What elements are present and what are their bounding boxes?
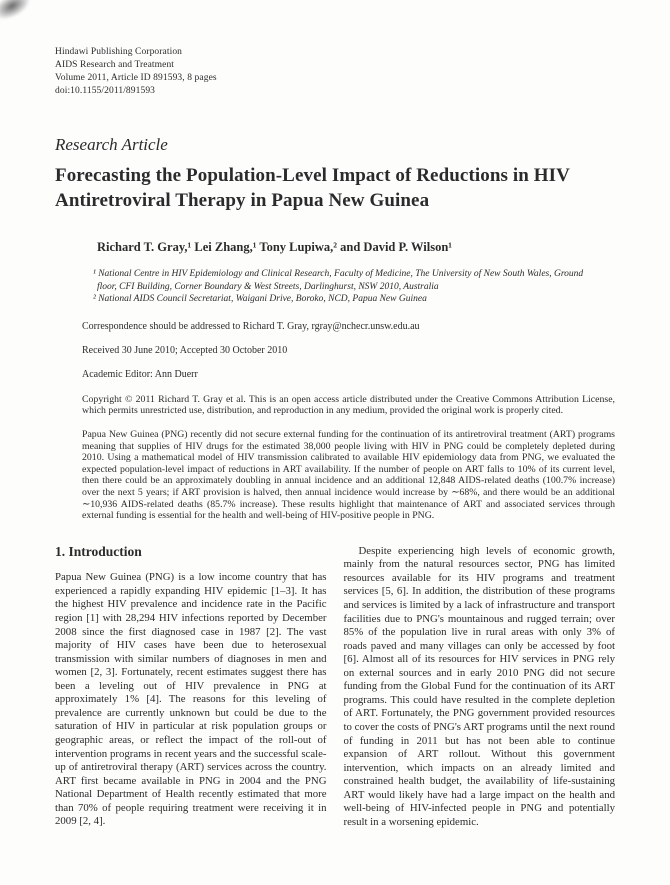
left-column — [55, 545, 327, 829]
correspondence-line: Correspondence should be addressed to Richard T. Gray, rgray@nchecr.unsw.edu.au — [82, 320, 420, 332]
academic-editor-line: Academic Editor: Ann Duerr — [82, 368, 198, 380]
introduction-paragraph-right: Despite experiencing high levels of economic growth, mainly from the natural resources sector, PNG has limited resources available for its HIV programs and treatment services [5, 6]. In addition, the distribution of these programs and services is limited by a lack of infrastructure and transport facilities due to PNG's mountainous and rugged terrain; over 85% of the population live in rural areas with only 3% of roads paved and many villages can only be accessed by foot [6]. Almost all of its resources for HIV services in PNG rely on external sources and in early 2010 PNG did not secure funding from the Global Fund for the continuation of its ART programs. This could have resulted in the complete depletion of ART. Fortunately, the PNG government provided resources to cover the costs of PNG's ART programs until the next round of funding in 2011 but has not been able to continue expansion of ART rollout. Without this government intervention, which impacts on an already limited and constrained health budget, the availability of life-sustaining ART would likely have had a large impact on the health and well-being of HIV-infected people in PNG and potentially result in a worsening epidemic. — [343, 544, 615, 828]
introduction-paragraph-left: Papua New Guinea (PNG) is a low income country that has experienced a rapidly expanding HIV epidemic [1–3]. It has the highest HIV prevalence and incidence rate in the Pacific region [1] with 28,294 HIV infections reported by December 2008 since the first diagnosed case in 1987 [2]. The vast majority of HIV cases have been due to heterosexual transmission with similar numbers of diagnoses in men and women [2, 3]. Fortunately, recent estimates suggest there has been a leveling out of HIV prevalence in PNG at approximately 1% [4]. The reasons for this leveling of prevalence are currently unknown but could be due to the saturation of HIV in particular at risk population groups or geographic areas, or reflect the impact of the roll-out of intervention programs in recent years and the successful scale-up of antiretroviral therapy (ART) services across the country. ART first became available in PNG in 2004 and the PNG National Department of Health recently estimated that more than 70% of people requiring treatment were receiving it in 2009 [2, 4]. — [55, 571, 327, 828]
copyright-notice: Copyright © 2011 Richard T. Gray et al. This is an open access article distributed under the Creative Commons Attribution License, which permits unrestricted use, distribution, and reproduction in any medium, provided the original work is properly cited. — [82, 393, 615, 417]
received-accepted-dates: Received 30 June 2010; Accepted 30 October 2010 — [82, 344, 288, 356]
page-content — [55, 46, 615, 829]
right-column — [344, 545, 616, 829]
publisher-block — [55, 46, 615, 98]
introduction-heading: 1. Introduction — [55, 543, 142, 559]
journal-name: AIDS Research and Treatment — [55, 60, 175, 70]
affiliations-block — [93, 268, 598, 306]
abstract-paragraph: Papua New Guinea (PNG) recently did not secure external funding for the continuation of its antiretroviral treatment (ART) programs meaning that supplies of HIV drugs for the estimated 38,000 people living with HIV in PNG could be completely depleted during 2010. Using a mathematical model of HIV transmission calibrated to available HIV epidemiology data from PNG, we evaluated the expected population-level impact of reductions in ART availability. If the number of people on ART falls to 10% of its current level, then there could be an approximately doubling in annual incidence and an additional 12,848 AIDS-related deaths (100.7% increase) over the next 5 years; if ART provision is halved, then annual incidence would increase by ∼68%, and there would be an additional ∼10,936 AIDS-related deaths (85.7% increase). These results highlight that maintenance of ART and associated services through external funding is essential for the health and well-being of HIV-positive people in PNG. — [82, 429, 615, 522]
two-column-body — [55, 545, 615, 829]
paper-title: Forecasting the Population-Level Impact of Reductions in HIV Antiretroviral Therapy in Papua New Guinea — [55, 165, 570, 211]
affiliation-2: ² National AIDS Council Secretariat, Waigani Drive, Boroko, NCD, Papua New Guinea — [93, 294, 427, 304]
doi: doi:10.1155/2011/891593 — [55, 86, 156, 96]
affiliation-1: ¹ National Centre in HIV Epidemiology and Clinical Research, Faculty of Medicine, The University of New South Wales, Ground floor, CFI Building, Corner Boundary & West Streets, Darlinghurst, NSW 2010, Australia — [93, 269, 584, 292]
author-line: Richard T. Gray,¹ Lei Zhang,¹ Tony Lupiwa,² and David P. Wilson¹ — [97, 240, 453, 254]
publisher-name: Hindawi Publishing Corporation — [55, 47, 183, 57]
volume-info: Volume 2011, Article ID 891593, 8 pages — [55, 73, 217, 83]
scan-smudge-artifact — [0, 0, 35, 25]
article-type-label: Research Article — [55, 135, 168, 154]
